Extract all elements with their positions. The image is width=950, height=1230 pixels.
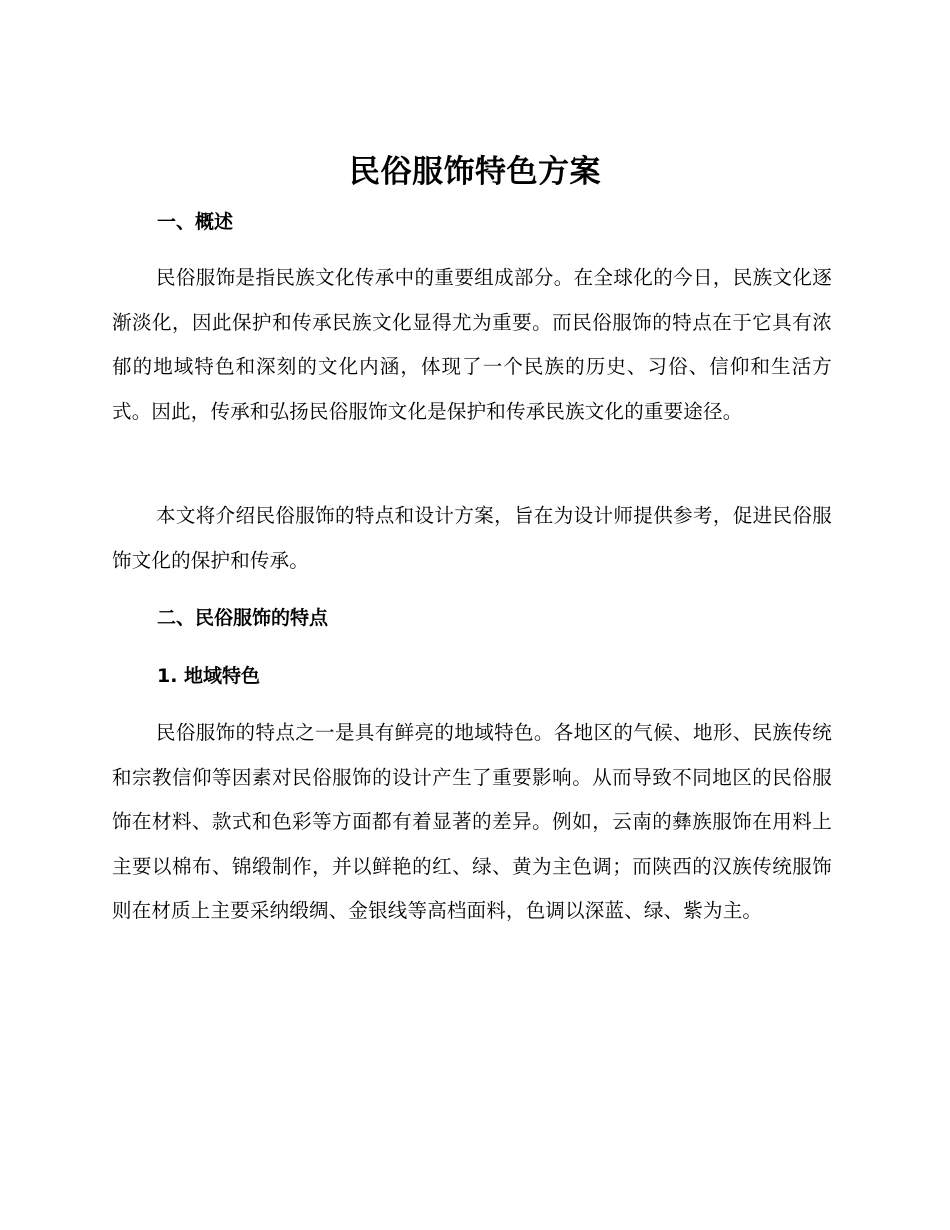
- paragraph-overview-2: 本文将介绍民俗服饰的特点和设计方案，旨在为设计师提供参考，促进民俗服饰文化的保护和传承。: [112, 504, 832, 572]
- section-heading-overview: 一、概述: [157, 211, 234, 233]
- subsection-heading-regional: 1. 地域特色: [157, 665, 261, 687]
- document-title: 民俗服饰特色方案: [349, 154, 601, 190]
- paragraph-overview-1: 民俗服饰是指民族文化传承中的重要组成部分。在全球化的今日，民族文化逐渐淡化，因此保护和传承民族文化显得尤为重要。而民俗服饰的特点在于它具有浓郁的地域特色和深刻的文化内涵，体现了一个民族的历史、习俗、信仰和生活方式。因此，传承和弘扬民俗服饰文化是保护和传承民族文化的重要途径。: [112, 266, 832, 423]
- paragraph-regional-1: 民俗服饰的特点之一是具有鲜亮的地域特色。各地区的气候、地形、民族传统和宗教信仰等因素对民俗服饰的设计产生了重要影响。从而导致不同地区的民俗服饰在材料、款式和色彩等方面都有着显著的差异。例如，云南的彝族服饰在用料上主要以棉布、锦缎制作，并以鲜艳的红、绿、黄为主色调；而陕西的汉族传统服饰则在材质上主要采纳缎绸、金银线等高档面料，色调以深蓝、绿、紫为主。: [112, 721, 832, 922]
- section-heading-features: 二、民俗服饰的特点: [157, 607, 329, 629]
